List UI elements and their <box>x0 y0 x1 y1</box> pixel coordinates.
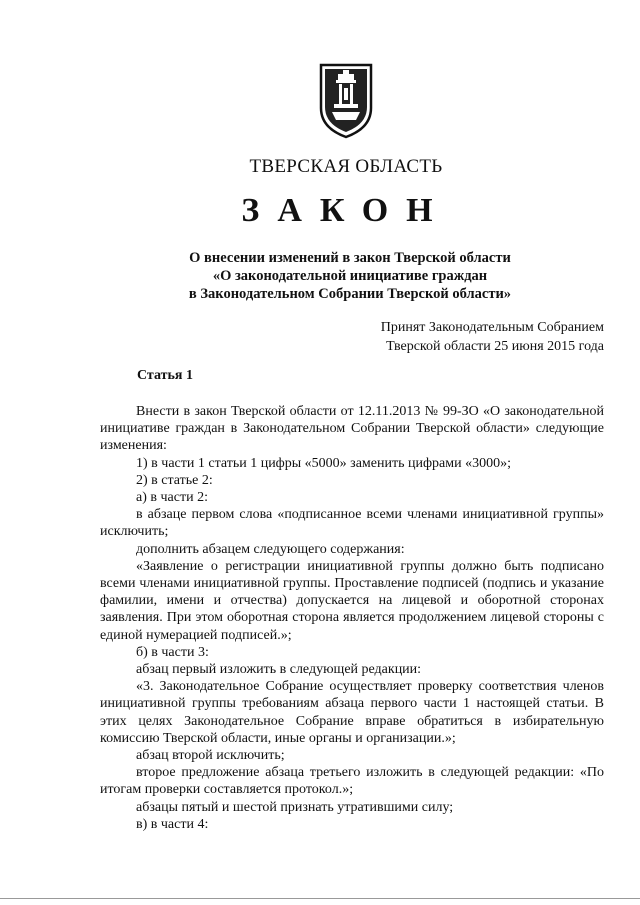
subject-line: в Законодательном Собрании Тверской области» <box>188 286 512 302</box>
paragraph: 1) в части 1 статьи 1 цифры «5000» заменить цифрами «3000»; <box>136 455 511 471</box>
article-body <box>100 403 604 833</box>
paragraph: б) в части 3: <box>136 644 209 660</box>
paragraph: абзац второй исключить; <box>136 748 285 764</box>
paragraph: дополнить абзацем следующего содержания: <box>136 541 405 557</box>
article-heading: Статья 1 <box>137 368 193 383</box>
paragraph: а) в части 2: <box>136 490 208 506</box>
paragraph: в абзаце первом слова «подписанное всеми членами инициативной группы» исключить; <box>100 507 604 540</box>
document-type: ЗАКОН <box>241 192 451 229</box>
tver-coat-of-arms-icon <box>318 62 374 140</box>
adoption-line: Принят Законодательным Собранием <box>380 320 604 335</box>
law-subject <box>0 249 640 303</box>
paragraph: в) в части 4: <box>136 816 209 832</box>
paragraph: 2) в статье 2: <box>136 472 213 488</box>
subject-line: «О законодательной инициативе граждан <box>212 268 488 284</box>
paragraph: «Заявление о регистрации инициативной группы должно быть подписано всеми членами инициативной группы. Проставление подписей (подпись и указание фамилии, имени и отчества) допускается на лицевой и оборотной сторонах заявления. При этом оборотная сторона является продолжением лицевой стороны с единой нумерацией подписей.»; <box>100 558 604 643</box>
region-title: ТВЕРСКАЯ ОБЛАСТЬ <box>249 156 443 177</box>
adoption-note <box>381 318 604 356</box>
paragraph: абзац первый изложить в следующей редакции: <box>136 662 422 678</box>
paragraph: второе предложение абзаца третьего изложить в следующей редакции: «По итогам проверки составляется протокол.»; <box>100 765 604 798</box>
paragraph: «3. Законодательное Собрание осуществляет проверку соответствия членов инициативной группы требованиям абзаца первого части 1 настоящей статьи. В этих целях Законодательное Собрание вправе обратиться в избирательную комиссию Тверской области, иные органы и организации.»; <box>100 679 604 746</box>
subject-line: О внесении изменений в закон Тверской области <box>189 250 511 266</box>
paragraph: абзацы пятый и шестой признать утратившими силу; <box>136 799 454 815</box>
paragraph: Внести в закон Тверской области от 12.11.2013 № 99-ЗО «О законодательной инициативе граждан в Законодательном Собрании Тверской области» следующие изменения: <box>100 404 604 454</box>
page-bottom-divider <box>0 898 640 899</box>
adoption-line: Тверской области 25 июня 2015 года <box>386 339 604 354</box>
